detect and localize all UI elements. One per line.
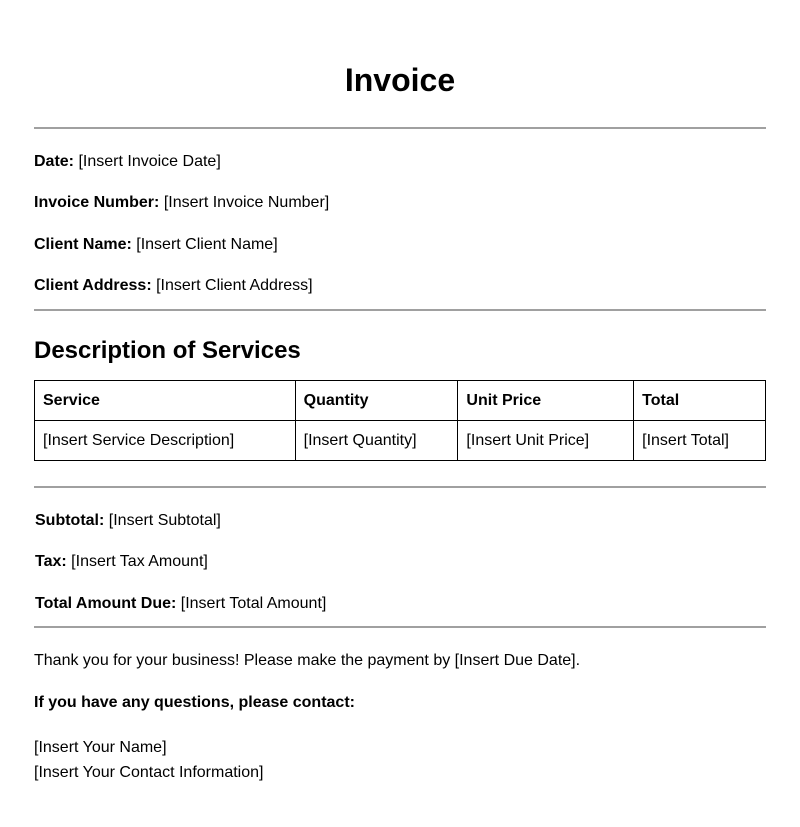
contact-prompt: If you have any questions, please contact:	[34, 694, 355, 711]
contact-info: [Insert Your Contact Information]	[34, 764, 264, 781]
total-due-value: [Insert Total Amount]	[180, 595, 327, 612]
date-value: [Insert Invoice Date]	[78, 153, 221, 170]
tax-line	[35, 552, 208, 572]
tax-value: [Insert Tax Amount]	[71, 553, 208, 570]
column-header-quantity: Quantity	[295, 381, 458, 421]
date-label: Date:	[34, 153, 75, 170]
client-name-value: [Insert Client Name]	[136, 236, 278, 253]
services-table	[34, 380, 766, 461]
divider	[34, 486, 766, 488]
invoice-number-value: [Insert Invoice Number]	[163, 194, 330, 211]
subtotal-value: [Insert Subtotal]	[108, 512, 221, 529]
page-title: Invoice	[344, 62, 456, 98]
client-address-line	[34, 276, 313, 296]
divider	[34, 127, 766, 129]
contact-block	[34, 735, 263, 785]
divider	[34, 309, 766, 311]
invoice-number-line	[34, 193, 329, 213]
thank-you-message: Thank you for your business! Please make the payment by [Insert Due Date].	[34, 652, 581, 669]
client-name-label: Client Name:	[34, 236, 132, 253]
subtotal-label: Subtotal:	[35, 512, 105, 529]
column-header-total: Total	[634, 381, 766, 421]
client-address-value: [Insert Client Address]	[156, 277, 313, 294]
total-due-line	[35, 594, 326, 614]
column-header-service: Service	[35, 381, 296, 421]
service-description-cell: [Insert Service Description]	[35, 421, 296, 461]
invoice-number-label: Invoice Number:	[34, 194, 160, 211]
contact-name: [Insert Your Name]	[34, 739, 167, 756]
column-header-unit-price: Unit Price	[458, 381, 634, 421]
table-header-row	[35, 381, 766, 421]
unit-price-cell: [Insert Unit Price]	[458, 421, 634, 461]
client-address-label: Client Address:	[34, 277, 152, 294]
divider	[34, 626, 766, 628]
total-due-label: Total Amount Due:	[35, 595, 177, 612]
services-heading: Description of Services	[34, 337, 301, 364]
client-name-line	[34, 235, 278, 255]
quantity-cell: [Insert Quantity]	[295, 421, 458, 461]
invoice-date-line	[34, 152, 221, 172]
table-row	[35, 421, 766, 461]
total-cell: [Insert Total]	[634, 421, 766, 461]
subtotal-line	[35, 511, 221, 531]
tax-label: Tax:	[35, 553, 67, 570]
